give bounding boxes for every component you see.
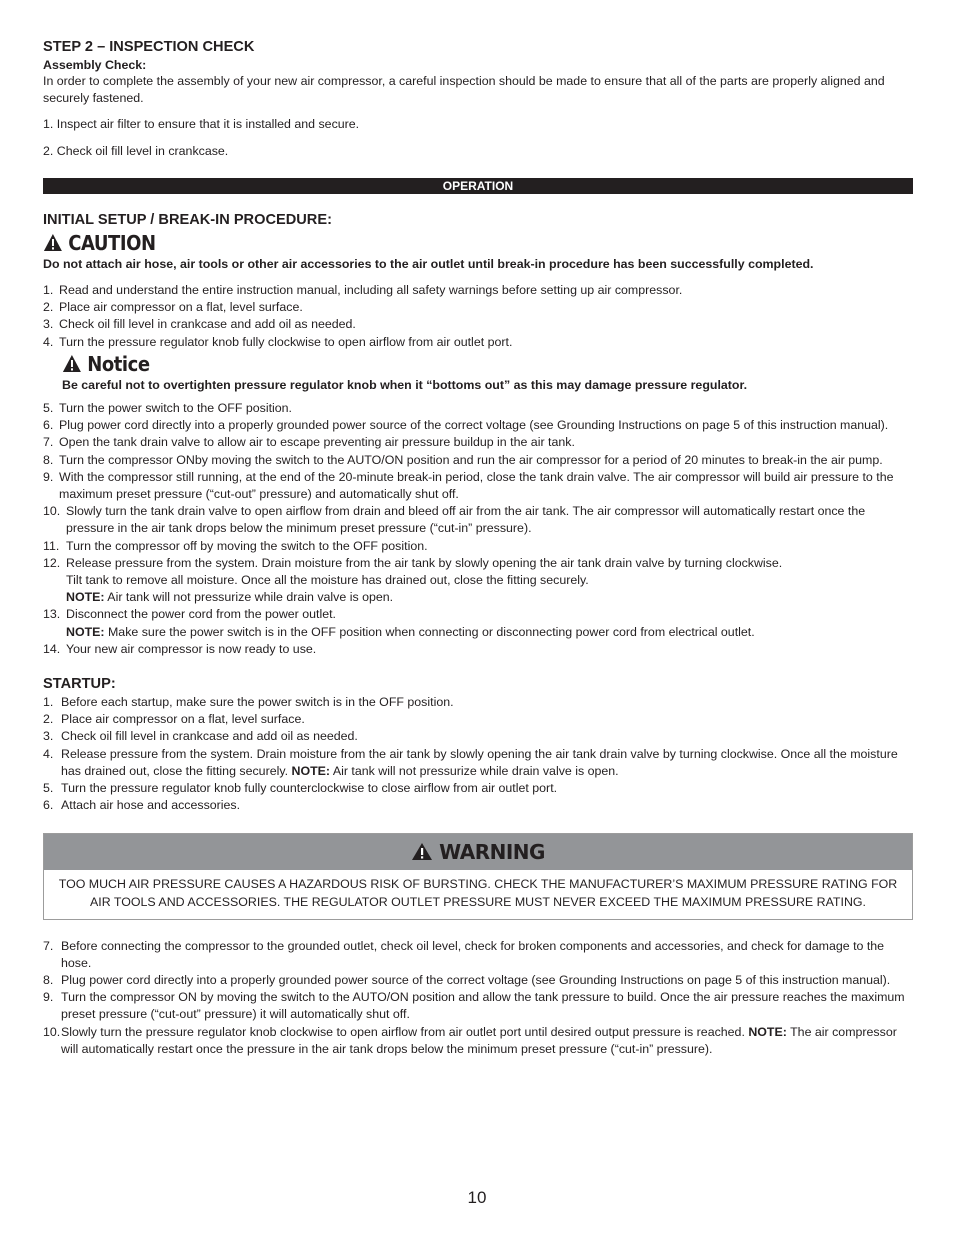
startup-steps-7-10 — [43, 938, 913, 1058]
warning-triangle-icon — [62, 354, 82, 373]
list-item: 2. Place air compressor on a flat, level surface. — [43, 300, 303, 315]
notice-block — [43, 351, 913, 394]
setup-heading: INITIAL SETUP / BREAK-IN PROCEDURE: — [43, 211, 332, 228]
list-item: 10. Slowly turn the tank drain valve to open airflow from drain and bleed off air from the air tank. The air compressor will automatically restart once the pressure in the air tank drops below the minimum preset pressure (“cut-in” pressure). — [43, 504, 866, 536]
caution-label: CAUTION — [68, 230, 156, 255]
caution-text: Do not attach air hose, air tools or other air accessories to the air outlet until break-in procedure has been successfully completed. — [43, 256, 814, 271]
list-item: 9. Turn the compressor ON by moving the switch to the AUTO/ON position and allow the tank pressure to build. Once the air pressure reaches the maximum preset pressure (“cut-out” pressure) it will automatically shut off. — [43, 990, 905, 1022]
warning-box — [43, 833, 913, 920]
list-item: 1. Read and understand the entire instruction manual, including all safety warnings before setting up air compressor. — [43, 283, 683, 298]
operation-section-bar: OPERATION — [43, 178, 913, 194]
list-item: 5. Turn the power switch to the OFF position. — [43, 401, 292, 416]
list-item: 7. Before connecting the compressor to the grounded outlet, check oil level, check for broken components and accessories, and check for damage to the hose. — [43, 938, 885, 970]
list-item: 4. Turn the pressure regulator knob fully clockwise to open airflow from air outlet port. — [43, 334, 513, 349]
step2-heading: STEP 2 – INSPECTION CHECK — [43, 39, 255, 55]
inspection-item-2: 2. Check oil fill level in crankcase. — [43, 143, 229, 158]
notice-label: Notice — [87, 351, 150, 376]
list-item: 6. Plug power cord directly into a properly grounded power source of the correct voltage (see Grounding Instructions on page 5 of this instruction manual). — [43, 418, 889, 433]
warning-signal — [411, 839, 545, 865]
assembly-intro: In order to complete the assembly of your new air compressor, a careful inspection should be made to ensure that all of the parts are properly aligned and securely fastened. — [43, 74, 885, 106]
list-item: 6. Attach air hose and accessories. — [43, 798, 241, 813]
list-item: 10. Slowly turn the pressure regulator knob clockwise to open airflow from air outlet port until desired output pressure is reached. NOTE: The air compressor will automatically restart once the pressure in the air tank drops below the minimum preset pressure (“cut-in” pressure). — [43, 1024, 897, 1056]
list-item: 8. Plug power cord directly into a properly grounded power source of the correct voltage (see Grounding Instructions on page 5 of this instruction manual). — [43, 972, 891, 987]
setup-steps-5-9 — [43, 400, 913, 503]
caution-signal — [43, 230, 826, 256]
setup-steps-10-14 — [43, 503, 913, 658]
assembly-check-subheading: Assembly Check: — [43, 58, 147, 72]
list-item: 9. With the compressor still running, at the end of the 20-minute break-in period, close the tank drain valve. The air compressor will build air pressure to the maximum preset pressure (“cut-out” pressure) and automatically shut off. — [43, 469, 894, 502]
warning-text: TOO MUCH AIR PRESSURE CAUSES A HAZARDOUS RISK OF BURSTING. CHECK THE MANUFACTURER’S MAXIMUM PRESSURE RATING FOR AIR TOOLS AND ACCESSORIES. THE REGULATOR OUTLET PRESSURE MUST NEVER EXCEED THE MAXIMUM PRESSURE RATING. — [58, 876, 898, 909]
list-item: 1. Before each startup, make sure the power switch is in the OFF position. — [43, 695, 454, 710]
list-item: 3. Check oil fill level in crankcase and add oil as needed. — [43, 317, 356, 332]
warning-label: WARNING — [439, 839, 545, 864]
notice-signal — [62, 351, 828, 377]
list-item: 8. Turn the compressor ONby moving the switch to the AUTO/ON position and run the air compressor for a period of 20 minutes to break-in the air pump. — [43, 452, 883, 467]
startup-steps — [43, 694, 913, 814]
list-item: 12. Release pressure from the system. Drain moisture from the air tank by slowly opening the air tank drain valve by turning clockwise. Tilt tank to remove all moisture. Once all the moisture has drained out, close the fitting securely. NOTE: Air tank will not pressurize while drain valve is open. — [43, 555, 783, 605]
warning-header — [44, 834, 912, 870]
list-item: 5. Turn the pressure regulator knob fully counterclockwise to close airflow from air outlet port. — [43, 781, 558, 796]
list-item: 13. Disconnect the power cord from the power outlet. NOTE: Make sure the power switch is in the OFF position when connecting or disconnecting power cord from electrical outlet. — [43, 607, 755, 639]
warning-triangle-icon — [43, 233, 63, 252]
notice-text: Be careful not to overtighten pressure regulator knob when it “bottoms out” as this may damage pressure regulator. — [62, 377, 748, 392]
page-number: 10 — [467, 1188, 487, 1207]
list-item: 2. Place air compressor on a flat, level surface. — [43, 712, 305, 727]
inspection-item-1: 1. Inspect air filter to ensure that it is installed and secure. — [43, 117, 360, 132]
list-item: 7. Open the tank drain valve to allow air to escape preventing air pressure buildup in the air tank. — [43, 435, 575, 450]
list-item: 14. Your new air compressor is now ready to use. — [43, 641, 317, 656]
list-item: 3. Check oil fill level in crankcase and add oil as needed. — [43, 729, 358, 744]
warning-triangle-icon — [411, 842, 433, 861]
list-item: 11. Turn the compressor off by moving the switch to the OFF position. — [43, 538, 428, 553]
list-item: 4. Release pressure from the system. Drain moisture from the air tank by slowly opening the air tank drain valve by turning clockwise. Once all the moisture has drained out, close the fitting securely. NOTE: Air tank will not pressurize while drain valve is open. — [43, 746, 898, 778]
setup-steps-1-4 — [43, 282, 913, 351]
startup-heading: STARTUP: — [43, 676, 116, 693]
manual-page — [43, 38, 913, 1058]
